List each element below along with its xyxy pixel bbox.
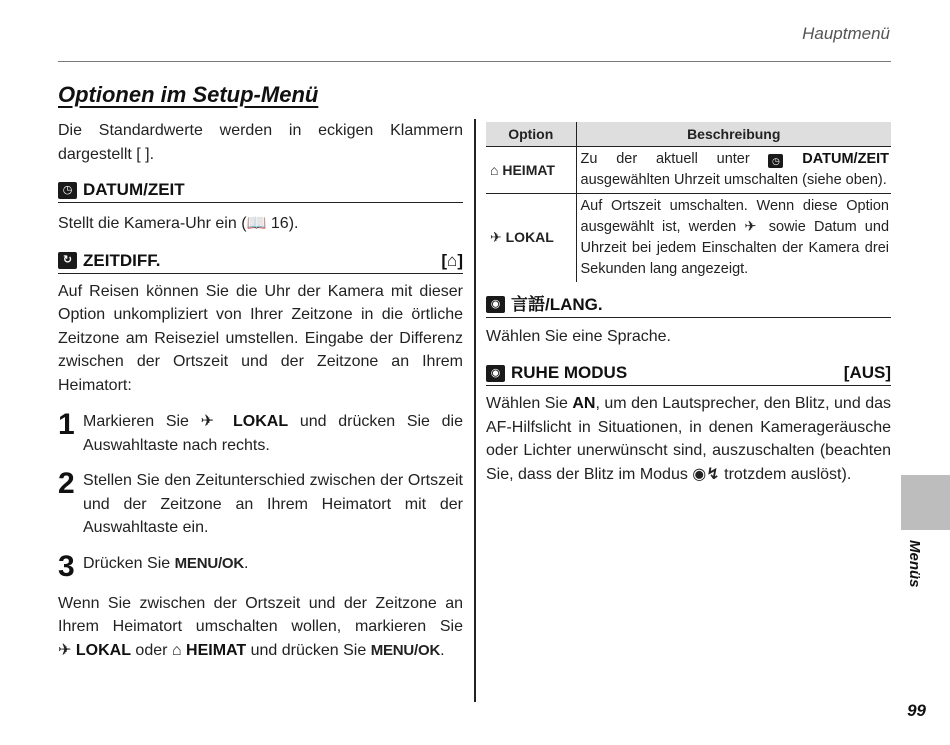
section-title: Optionen im Setup-Menü <box>58 82 319 107</box>
lokal-desc-pre: Auf Ortszeit umschalten. Wenn diese Option ausgewählt ist, werden <box>580 197 889 235</box>
right-column <box>486 122 891 486</box>
lang-heading-label: 言語/LANG. <box>511 294 603 314</box>
option-lokal-label: LOKAL <box>505 229 554 245</box>
side-label: Menüs <box>906 540 923 588</box>
datum-heading <box>58 179 463 203</box>
step-3-pre: Drücken Sie <box>83 554 175 572</box>
ruhe-heading-label: RUHE MODUS <box>511 363 628 382</box>
language-icon: ◉ <box>486 296 505 313</box>
silent-mode-icon: ◉ <box>486 365 505 382</box>
datum-text-after: ). <box>288 215 299 232</box>
flash-mode-icon: ◉↯ <box>692 465 720 483</box>
ruhe-text-mid: , um den Lautsprecher, den Blitz, und das AF-Hilfslicht in Situationen, in denen Kamerageräusche oder Lichter unerwünscht sind, auszuschalten (beachten Sie, dass der Blitz im Modus <box>486 395 892 483</box>
zeitdiff-intro: Auf Reisen können Sie die Uhr der Kamera mit dieser Option unkompliziert von Ihrer Zeitzone in die örtliche Zeitzone am Reiseziel umstellen. Eingabe der Differenz zwischen der Ortszeit und der Zeitzone an Ihrem Heimatort: <box>58 282 463 394</box>
clock-icon: ◷ <box>768 154 783 168</box>
table-header-description: Beschreibung <box>576 122 891 146</box>
outro-key-lokal: LOKAL <box>75 641 131 659</box>
heimat-desc-key: DATUM/ZEIT <box>802 150 889 167</box>
table-row <box>486 193 891 282</box>
heimat-desc-post: ausgewählten Uhrzeit umschalten (siehe oben). <box>580 171 887 188</box>
datum-heading-label: DATUM/ZEIT <box>83 180 185 199</box>
default-bracket-open: [ <box>441 250 448 270</box>
home-icon: ⌂ <box>447 250 458 270</box>
outro-key-heimat: HEIMAT <box>186 641 247 659</box>
home-icon: ⌂ <box>171 641 182 659</box>
ruhe-text-post: trotzdem auslöst). <box>719 465 852 483</box>
option-cell <box>486 146 576 193</box>
datum-page-ref: 16 <box>270 215 289 232</box>
manual-reference-icon: 📖 <box>246 215 267 232</box>
ruhe-description <box>486 392 891 486</box>
airplane-icon: ✈ <box>200 413 222 430</box>
ruhe-heading <box>486 362 891 386</box>
zeitdiff-default <box>441 250 463 272</box>
airplane-icon: ✈ <box>744 218 761 235</box>
zeitdiff-outro <box>58 592 463 663</box>
outro-pre: Wenn Sie zwischen der Ortszeit und der Zeitzone an Ihrem Heimatort umschalten wollen, markieren Sie <box>58 594 463 635</box>
column-divider <box>474 119 476 702</box>
left-column <box>58 119 463 662</box>
lang-description: Wählen Sie eine Sprache. <box>486 327 671 345</box>
options-table <box>486 122 891 282</box>
default-bracket-close: ] <box>457 250 463 270</box>
step-1 <box>58 410 463 457</box>
description-cell <box>576 193 891 282</box>
datum-text-before: Stellt die Kamera-Uhr ein ( <box>58 215 247 232</box>
airplane-icon: ✈ <box>490 229 502 245</box>
step-number: 3 <box>58 549 75 583</box>
step-1-post: und drücken Sie die Auswahltaste nach rechts. <box>83 413 463 454</box>
intro-paragraph: Die Standardwerte werden in eckigen Klammern dargestellt [ ]. <box>58 122 463 163</box>
ruhe-default: [AUS] <box>843 363 891 382</box>
step-number: 1 <box>58 408 75 441</box>
header-rule <box>58 61 891 62</box>
ruhe-key: AN <box>572 395 596 412</box>
side-thumb-tab <box>901 475 950 530</box>
table-header-option: Option <box>486 122 576 146</box>
time-difference-icon: ↻ <box>58 252 77 269</box>
step-text <box>83 552 463 582</box>
step-3-key: MENU/OK <box>174 554 245 572</box>
ruhe-text-pre: Wählen Sie <box>486 395 573 412</box>
option-heimat-label: HEIMAT <box>502 161 555 178</box>
zeitdiff-heading-label: ZEITDIFF. <box>83 250 161 270</box>
step-1-key: LOKAL <box>233 413 289 430</box>
heimat-desc-pre: Zu der aktuell unter <box>580 150 769 167</box>
step-1-pre: Markieren Sie <box>83 413 201 430</box>
step-text <box>83 410 463 457</box>
running-head: Hauptmenü <box>802 24 890 43</box>
zeitdiff-heading <box>58 250 463 274</box>
airplane-icon: ✈ <box>58 641 72 659</box>
table-header-row <box>486 122 891 146</box>
table-row <box>486 146 891 193</box>
clock-icon: ◷ <box>58 182 77 199</box>
outro-post2: . <box>440 641 445 659</box>
outro-post1: und drücken Sie <box>246 641 371 659</box>
outro-mid: oder <box>130 641 172 659</box>
step-3-post: . <box>244 554 249 572</box>
step-3 <box>58 549 463 583</box>
description-cell <box>576 146 891 193</box>
datum-description <box>58 212 463 236</box>
lokal-desc-post: sowie Datum und Uhrzeit bei jedem Einschalten der Kamera drei Sekunden lang angezeigt. <box>580 218 890 277</box>
step-text: Stellen Sie den Zeitunterschied zwischen der Ortszeit und der Zeitzone an Ihrem Heimatort mit der Auswahltaste ein. <box>83 472 463 536</box>
page-number: 99 <box>907 701 926 720</box>
home-icon: ⌂ <box>490 161 499 178</box>
option-cell <box>486 193 576 282</box>
step-2 <box>58 469 463 540</box>
step-number: 2 <box>58 467 75 500</box>
lang-heading <box>486 294 891 318</box>
outro-key-menu: MENU/OK <box>370 641 441 659</box>
